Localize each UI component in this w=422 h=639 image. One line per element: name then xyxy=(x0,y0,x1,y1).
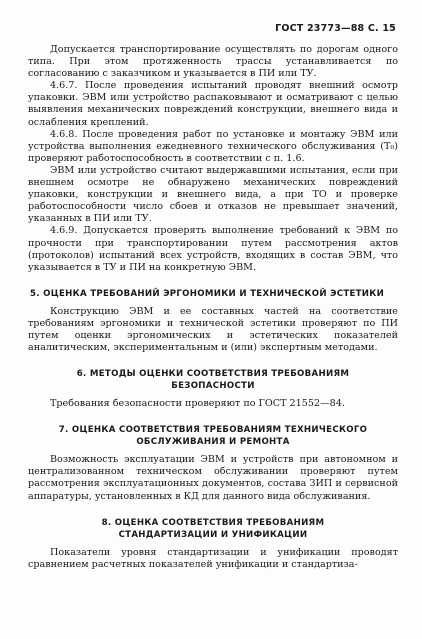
section-5 xyxy=(28,288,398,354)
paragraph-4-6-9: 4.6.9. Допускается проверять выполнение требований к ЭВМ по прочности при транспортировании путем рассмотрения актов (протоколов) испытаний всех устройств, входящих в состав ЭВМ, что указывается в ТУ и ПИ на конкретную ЭВМ. xyxy=(28,225,398,273)
section-6-heading-line-2: БЕЗОПАСНОСТИ xyxy=(171,381,255,392)
section-5-paragraph: Конструкцию ЭВМ и ее составных частей на соответствие требованиям эргономики и технической эстетики проверяют по ПИ путем оценки эргономических и эстетических показателей аналитическим, экспериментальным и (или) экспертным методами. xyxy=(28,305,398,354)
section-7-heading-line-2: ОБСЛУЖИВАНИЯ И РЕМОНТА xyxy=(136,437,290,448)
section-6-paragraph: Требования безопасности проверяют по ГОСТ 21552—84. xyxy=(50,398,345,410)
section-7 xyxy=(28,424,398,502)
section-7-paragraph: Возможность эксплуатации ЭВМ и устройств при автономном и централизованном техническом обслуживании проверяют путем рассмотрения эксплуатационных документов, состава ЗИП и сервисной аппаратуры, установленных в КД для данного вида обслуживания. xyxy=(28,454,398,502)
section-8-paragraph: Показатели уровня стандартизации и унификации проводят сравнением расчетных показателей унификации и стандартиза- xyxy=(28,546,398,570)
paragraph-passed-tests: ЭВМ или устройство считают выдержавшими испытания, если при внешнем осмотре не обнаружено механических повреждений упаковки, конструкции и внешнего вида, а при ТО и проверке работоспособности число сбоев и отказов не превышает значений, указанных в ПИ или ТУ. xyxy=(28,164,398,225)
section-8-heading-line-2: СТАНДАРТИЗАЦИИ И УНИФИКАЦИИ xyxy=(118,529,308,540)
page-header: ГОСТ 23773—88 С. 15 xyxy=(275,23,396,34)
section-8 xyxy=(28,517,398,571)
section-4-6-continuation xyxy=(28,44,398,274)
section-8-heading-line-1: 8. ОЦЕНКА СООТВЕТСТВИЯ ТРЕБОВАНИЯМ xyxy=(101,517,325,528)
paragraph-4-6-8: 4.6.8. После проведения работ по установке и монтажу ЭВМ или устройства выполнения ежедневного технического обслуживания (Т₀) проверяют работоспособность в соответствии с п. 1.6. xyxy=(28,128,398,164)
section-6 xyxy=(28,368,398,410)
paragraph-4-6-7: 4.6.7. После проведения испытаний проводят внешний осмотр упаковки. ЭВМ или устройство распаковывают и осматривают с целью выявления механических повреждений конструкции, внешнего вида и ослабления креплений. xyxy=(28,80,398,128)
paragraph-transport-roads: Допускается транспортирование осуществлять по дорогам одного типа. При этом протяженность трассы устанавливается по согласованию с заказчиком и указывается в ПИ или ТУ. xyxy=(28,44,398,80)
section-5-heading: 5. ОЦЕНКА ТРЕБОВАНИЙ ЭРГОНОМИКИ И ТЕХНИЧЕСКОЙ ЭСТЕТИКИ xyxy=(30,288,385,299)
section-7-heading-line-1: 7. ОЦЕНКА СООТВЕТСТВИЯ ТРЕБОВАНИЯМ ТЕХНИЧЕСКОГО xyxy=(58,425,368,436)
section-8-heading xyxy=(28,517,398,541)
section-7-heading xyxy=(28,424,398,448)
section-6-heading-line-1: 6. МЕТОДЫ ОЦЕНКИ СООТВЕТСТВИЯ ТРЕБОВАНИЯМ xyxy=(76,369,350,380)
section-6-heading xyxy=(28,368,398,392)
